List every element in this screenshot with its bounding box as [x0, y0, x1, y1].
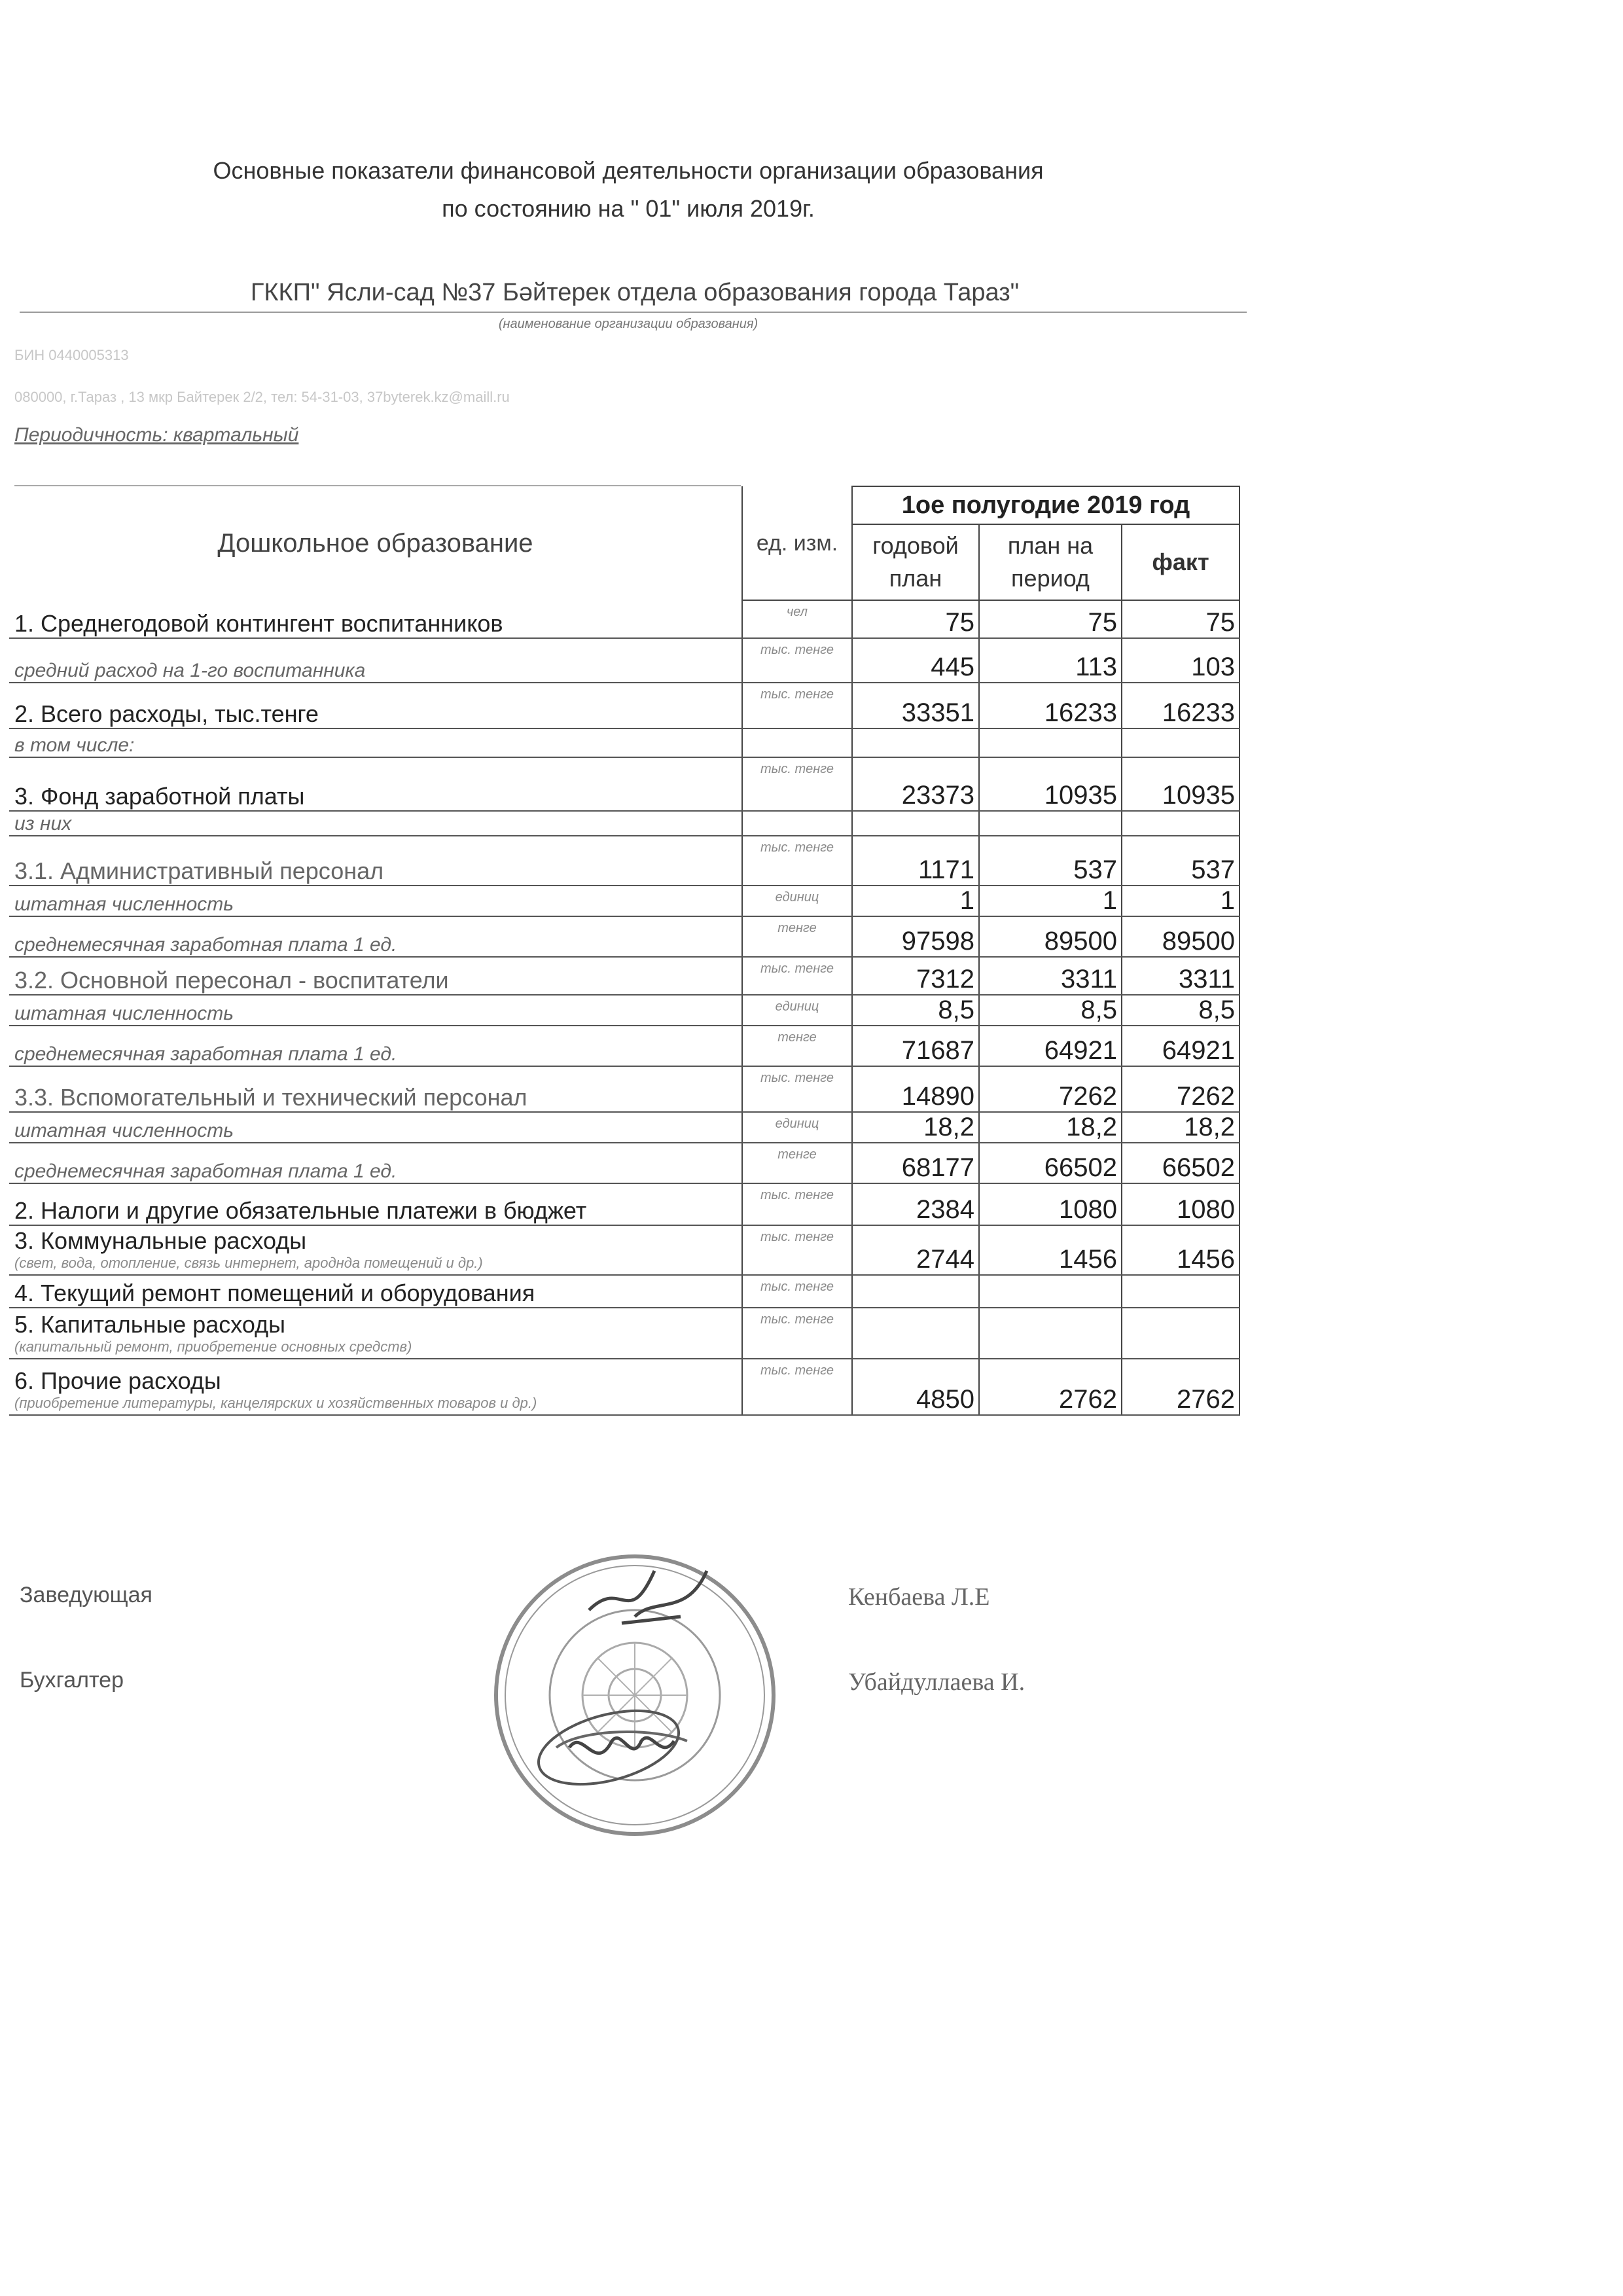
- bin-number: БИН 0440005313: [14, 347, 129, 363]
- row-label-text: среднемесячная заработная плата 1 ед.: [14, 934, 397, 956]
- cell-fact: 2762: [1122, 1359, 1240, 1415]
- official-stamp-icon: [471, 1532, 798, 1859]
- cell-annual: [852, 728, 979, 757]
- cell-annual: 71687: [852, 1026, 979, 1066]
- row-unit: тыс. тенге: [742, 1308, 852, 1359]
- cell-period: [979, 811, 1122, 836]
- cell-annual: 1171: [852, 836, 979, 886]
- head-role: Заведующая: [20, 1583, 152, 1607]
- row-unit: тенге: [742, 1143, 852, 1183]
- table-row: [9, 1066, 1240, 1112]
- row-unit: тыс. тенге: [742, 1359, 852, 1415]
- row-label-text: штатная численность: [14, 1120, 234, 1141]
- row-unit: единиц: [742, 1112, 852, 1143]
- cell-period: 7262: [979, 1066, 1122, 1112]
- row-label-text: штатная численность: [14, 893, 234, 915]
- cell-fact: 103: [1122, 638, 1240, 683]
- head-name: Кенбаева Л.Е: [848, 1583, 990, 1611]
- organization-underline: [20, 312, 1247, 313]
- row-unit: тыс. тенге: [742, 1225, 852, 1275]
- cell-period: 18,2: [979, 1112, 1122, 1143]
- row-label-text: 6. Прочие расходы: [14, 1367, 221, 1394]
- cell-fact: 10935: [1122, 757, 1240, 811]
- section-title: Дошкольное образование: [217, 528, 533, 558]
- row-unit: тыс. тенге: [742, 757, 852, 811]
- row-unit: тыс. тенге: [742, 683, 852, 728]
- table-row: [9, 638, 1240, 683]
- cell-fact: [1122, 811, 1240, 836]
- row-label: [9, 638, 742, 683]
- cell-fact: 1456: [1122, 1225, 1240, 1275]
- cell-period: 64921: [979, 1026, 1122, 1066]
- cell-fact: 16233: [1122, 683, 1240, 728]
- row-label-text: среднемесячная заработная плата 1 ед.: [14, 1043, 397, 1065]
- row-label-text: из них: [14, 813, 72, 834]
- row-unit: тыс. тенге: [742, 957, 852, 995]
- cell-annual: 445: [852, 638, 979, 683]
- table-row: [9, 886, 1240, 916]
- table-row: [9, 957, 1240, 995]
- cell-fact: 7262: [1122, 1066, 1240, 1112]
- cell-fact: 3311: [1122, 957, 1240, 995]
- organization-caption: (наименование организации образования): [498, 317, 758, 331]
- row-label-text: 3.2. Основной пересонал - воспитатели: [14, 967, 449, 994]
- row-label: [9, 811, 742, 836]
- row-label-text: штатная численность: [14, 1003, 234, 1024]
- cell-annual: 4850: [852, 1359, 979, 1415]
- cell-annual: 18,2: [852, 1112, 979, 1143]
- table-row: [9, 1225, 1240, 1275]
- row-label-text: средний расход на 1-го воспитанника: [14, 660, 366, 681]
- cell-fact: 75: [1122, 600, 1240, 638]
- table-row: [9, 1112, 1240, 1143]
- cell-fact: 1: [1122, 886, 1240, 916]
- cell-period: 1456: [979, 1225, 1122, 1275]
- row-label: [9, 600, 742, 638]
- row-label: [9, 916, 742, 957]
- cell-fact: 66502: [1122, 1143, 1240, 1183]
- accountant-role: Бухгалтер: [20, 1668, 124, 1693]
- unit-header: ед. изм.: [742, 486, 852, 600]
- col-annual-plan: годовой план: [852, 524, 979, 600]
- cell-annual: 97598: [852, 916, 979, 957]
- col-fact: факт: [1122, 524, 1240, 600]
- cell-period: [979, 728, 1122, 757]
- cell-fact: [1122, 728, 1240, 757]
- cell-fact: 64921: [1122, 1026, 1240, 1066]
- table-row: [9, 1275, 1240, 1308]
- row-unit: тыс. тенге: [742, 1066, 852, 1112]
- row-unit: тенге: [742, 916, 852, 957]
- table-row: [9, 600, 1240, 638]
- table-row: [9, 811, 1240, 836]
- cell-annual: 2744: [852, 1225, 979, 1275]
- row-unit: тыс. тенге: [742, 638, 852, 683]
- table-row: [9, 728, 1240, 757]
- cell-period: 16233: [979, 683, 1122, 728]
- row-label: [9, 1225, 742, 1275]
- document-title-line2: по состоянию на " 01" июля 2019г.: [442, 195, 815, 222]
- row-label: [9, 1066, 742, 1112]
- row-label: [9, 1143, 742, 1183]
- document-title-line1: Основные показатели финансовой деятельности организации образования: [213, 157, 1044, 184]
- accountant-name: Убайдуллаева И.: [848, 1668, 1026, 1696]
- cell-fact: 8,5: [1122, 995, 1240, 1026]
- cell-period: 10935: [979, 757, 1122, 811]
- cell-annual: 2384: [852, 1183, 979, 1225]
- table-row: [9, 836, 1240, 886]
- table-row: [9, 683, 1240, 728]
- row-label: [9, 957, 742, 995]
- row-sublabel: (свет, вода, отопление, связь интернет, арoднда помещений и др.): [14, 1255, 483, 1271]
- row-unit: [742, 811, 852, 836]
- row-label: [9, 728, 742, 757]
- row-unit: [742, 728, 852, 757]
- cell-period: 1080: [979, 1183, 1122, 1225]
- cell-period: 1: [979, 886, 1122, 916]
- cell-annual: 23373: [852, 757, 979, 811]
- row-label: [9, 1026, 742, 1066]
- row-label: [9, 1359, 742, 1415]
- row-label-text: среднемесячная заработная плата 1 ед.: [14, 1160, 397, 1182]
- row-label: [9, 886, 742, 916]
- cell-period: 3311: [979, 957, 1122, 995]
- table-row: [9, 995, 1240, 1026]
- row-label-text: 3. Фонд заработной платы: [14, 783, 305, 810]
- cell-fact: [1122, 1275, 1240, 1308]
- row-unit: единиц: [742, 995, 852, 1026]
- row-label: [9, 1308, 742, 1359]
- row-label-text: 1. Среднегодовой контингент воспитанников: [14, 610, 503, 637]
- cell-fact: 89500: [1122, 916, 1240, 957]
- table-row: [9, 1359, 1240, 1415]
- table-row: [9, 757, 1240, 811]
- organization-address: 080000, г.Тараз , 13 мкр Байтерек 2/2, тел: 54-31-03, 37byterek.kz@maill.ru: [14, 389, 510, 405]
- cell-annual: 1: [852, 886, 979, 916]
- row-label: [9, 1275, 742, 1308]
- table-row: [9, 1308, 1240, 1359]
- cell-fact: 1080: [1122, 1183, 1240, 1225]
- row-label-text: 2. Налоги и другие обязательные платежи в бюджет: [14, 1197, 587, 1224]
- row-sublabel: (приобретение литературы, канцелярских и хозяйственных товаров и др.): [14, 1395, 537, 1411]
- row-label-text: 3.3. Вспомогательный и технический персонал: [14, 1084, 527, 1111]
- row-label: [9, 1112, 742, 1143]
- cell-period: [979, 1275, 1122, 1308]
- cell-fact: 18,2: [1122, 1112, 1240, 1143]
- financial-indicators-table: [9, 486, 1240, 1416]
- row-unit: тенге: [742, 1026, 852, 1066]
- period-header: 1ое полугодие 2019 год: [852, 486, 1240, 524]
- cell-annual: [852, 811, 979, 836]
- row-label: [9, 757, 742, 811]
- cell-period: 66502: [979, 1143, 1122, 1183]
- row-label-text: 2. Всего расходы, тыс.тенге: [14, 700, 319, 727]
- cell-fact: [1122, 1308, 1240, 1359]
- cell-annual: 8,5: [852, 995, 979, 1026]
- row-unit: единиц: [742, 886, 852, 916]
- col-period-plan: план на период: [979, 524, 1122, 600]
- cell-annual: [852, 1308, 979, 1359]
- row-label: [9, 683, 742, 728]
- row-unit: тыс. тенге: [742, 1183, 852, 1225]
- table-row: [9, 1183, 1240, 1225]
- table-row: [9, 916, 1240, 957]
- table-row: [9, 1026, 1240, 1066]
- row-label-text: 3. Коммунальные расходы: [14, 1227, 307, 1254]
- cell-period: 75: [979, 600, 1122, 638]
- row-label-text: 5. Капитальные расходы: [14, 1311, 286, 1338]
- row-unit: чел: [742, 600, 852, 638]
- cell-annual: 75: [852, 600, 979, 638]
- row-label: [9, 1183, 742, 1225]
- cell-annual: 7312: [852, 957, 979, 995]
- cell-period: 2762: [979, 1359, 1122, 1415]
- cell-annual: 68177: [852, 1143, 979, 1183]
- cell-annual: [852, 1275, 979, 1308]
- cell-period: 537: [979, 836, 1122, 886]
- cell-fact: 537: [1122, 836, 1240, 886]
- cell-period: 113: [979, 638, 1122, 683]
- table-row: [9, 1143, 1240, 1183]
- row-label-text: 4. Текущий ремонт помещений и оборудования: [14, 1280, 535, 1306]
- cell-period: [979, 1308, 1122, 1359]
- row-label: [9, 836, 742, 886]
- cell-annual: 14890: [852, 1066, 979, 1112]
- cell-annual: 33351: [852, 683, 979, 728]
- row-sublabel: (капитальный ремонт, приобретение основных средств): [14, 1338, 412, 1355]
- row-label-text: в том числе:: [14, 734, 135, 756]
- row-label: [9, 995, 742, 1026]
- cell-period: 8,5: [979, 995, 1122, 1026]
- organization-name: ГККП" Ясли-сад №37 Бәйтерек отдела образования города Тараз": [250, 279, 1020, 306]
- row-unit: тыс. тенге: [742, 836, 852, 886]
- cell-period: 89500: [979, 916, 1122, 957]
- row-unit: тыс. тенге: [742, 1275, 852, 1308]
- row-label-text: 3.1. Административный персонал: [14, 857, 384, 884]
- periodicity: Периодичность: квартальный: [14, 424, 299, 446]
